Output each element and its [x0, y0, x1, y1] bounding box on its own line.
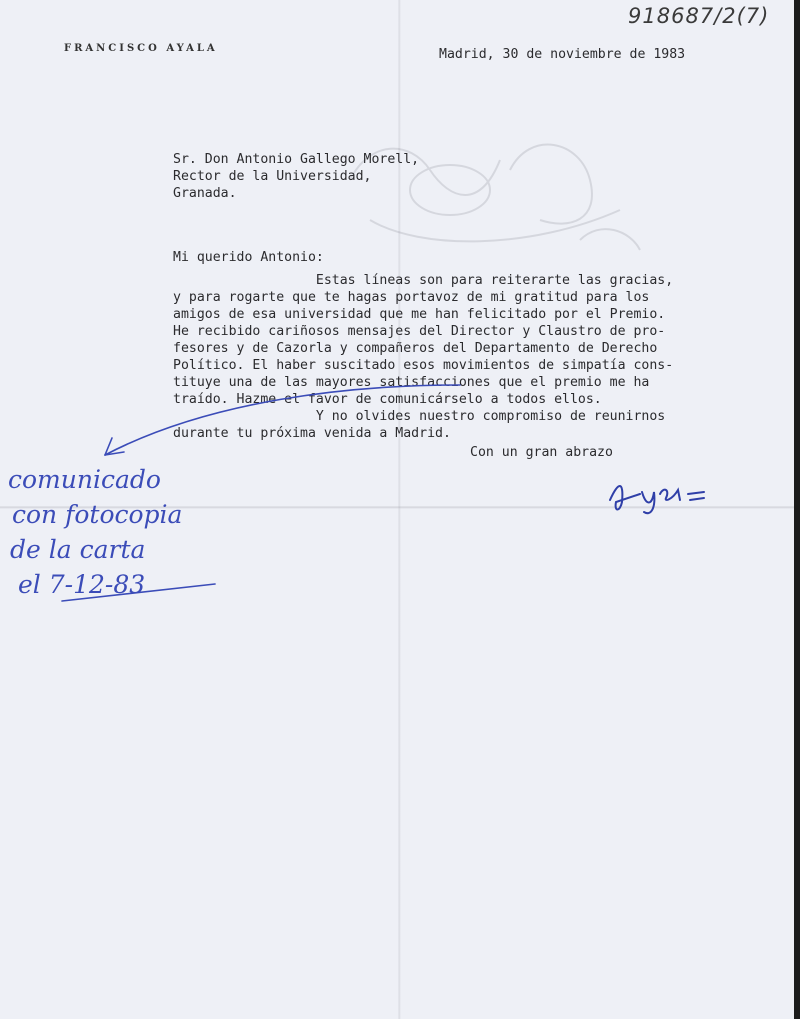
body-line: fesores y de Cazorla y compañeros del Departamento de Derecho	[173, 341, 658, 356]
body-line: Estas líneas son para reiterarte las gracias,	[173, 273, 674, 288]
annotation-line: de la carta	[10, 535, 146, 564]
body-line: Y no olvides nuestro compromiso de reunirnos	[173, 409, 666, 424]
body-line: traído. Hazme el favor de comunicárselo a todos ellos.	[173, 392, 602, 407]
annotation-line: con fotocopia	[12, 500, 183, 529]
body-line: y para rogarte que te hagas portavoz de mi gratitud para los	[173, 290, 650, 305]
annotation-line: el 7-12-83	[18, 570, 146, 599]
handwritten-annotation	[8, 462, 182, 602]
salutation: Mi querido Antonio:	[173, 250, 324, 265]
scan-edge	[794, 0, 800, 1019]
recipient-line: Sr. Don Antonio Gallego Morell,	[173, 152, 420, 167]
archive-number: 918687/2(7)	[628, 4, 770, 28]
body-line: tituye una de las mayores satisfacciones que el premio me ha	[173, 375, 650, 390]
recipient-line: Rector de la Universidad,	[173, 169, 372, 184]
recipient-line: Granada.	[173, 186, 237, 201]
annotation-line: comunicado	[8, 465, 161, 494]
body-line: He recibido cariñosos mensajes del Director y Claustro de pro-	[173, 324, 666, 339]
body-line: durante tu próxima venida a Madrid.	[173, 426, 451, 441]
body-line: Político. El haber suscitado esos movimientos de simpatía cons-	[173, 358, 674, 373]
closing: Con un gran abrazo	[470, 445, 613, 460]
letterhead: FRANCISCO AYALA	[64, 43, 218, 54]
letter-date: Madrid, 30 de noviembre de 1983	[439, 47, 686, 62]
body-line: amigos de esa universidad que me han felicitado por el Premio.	[173, 307, 666, 322]
